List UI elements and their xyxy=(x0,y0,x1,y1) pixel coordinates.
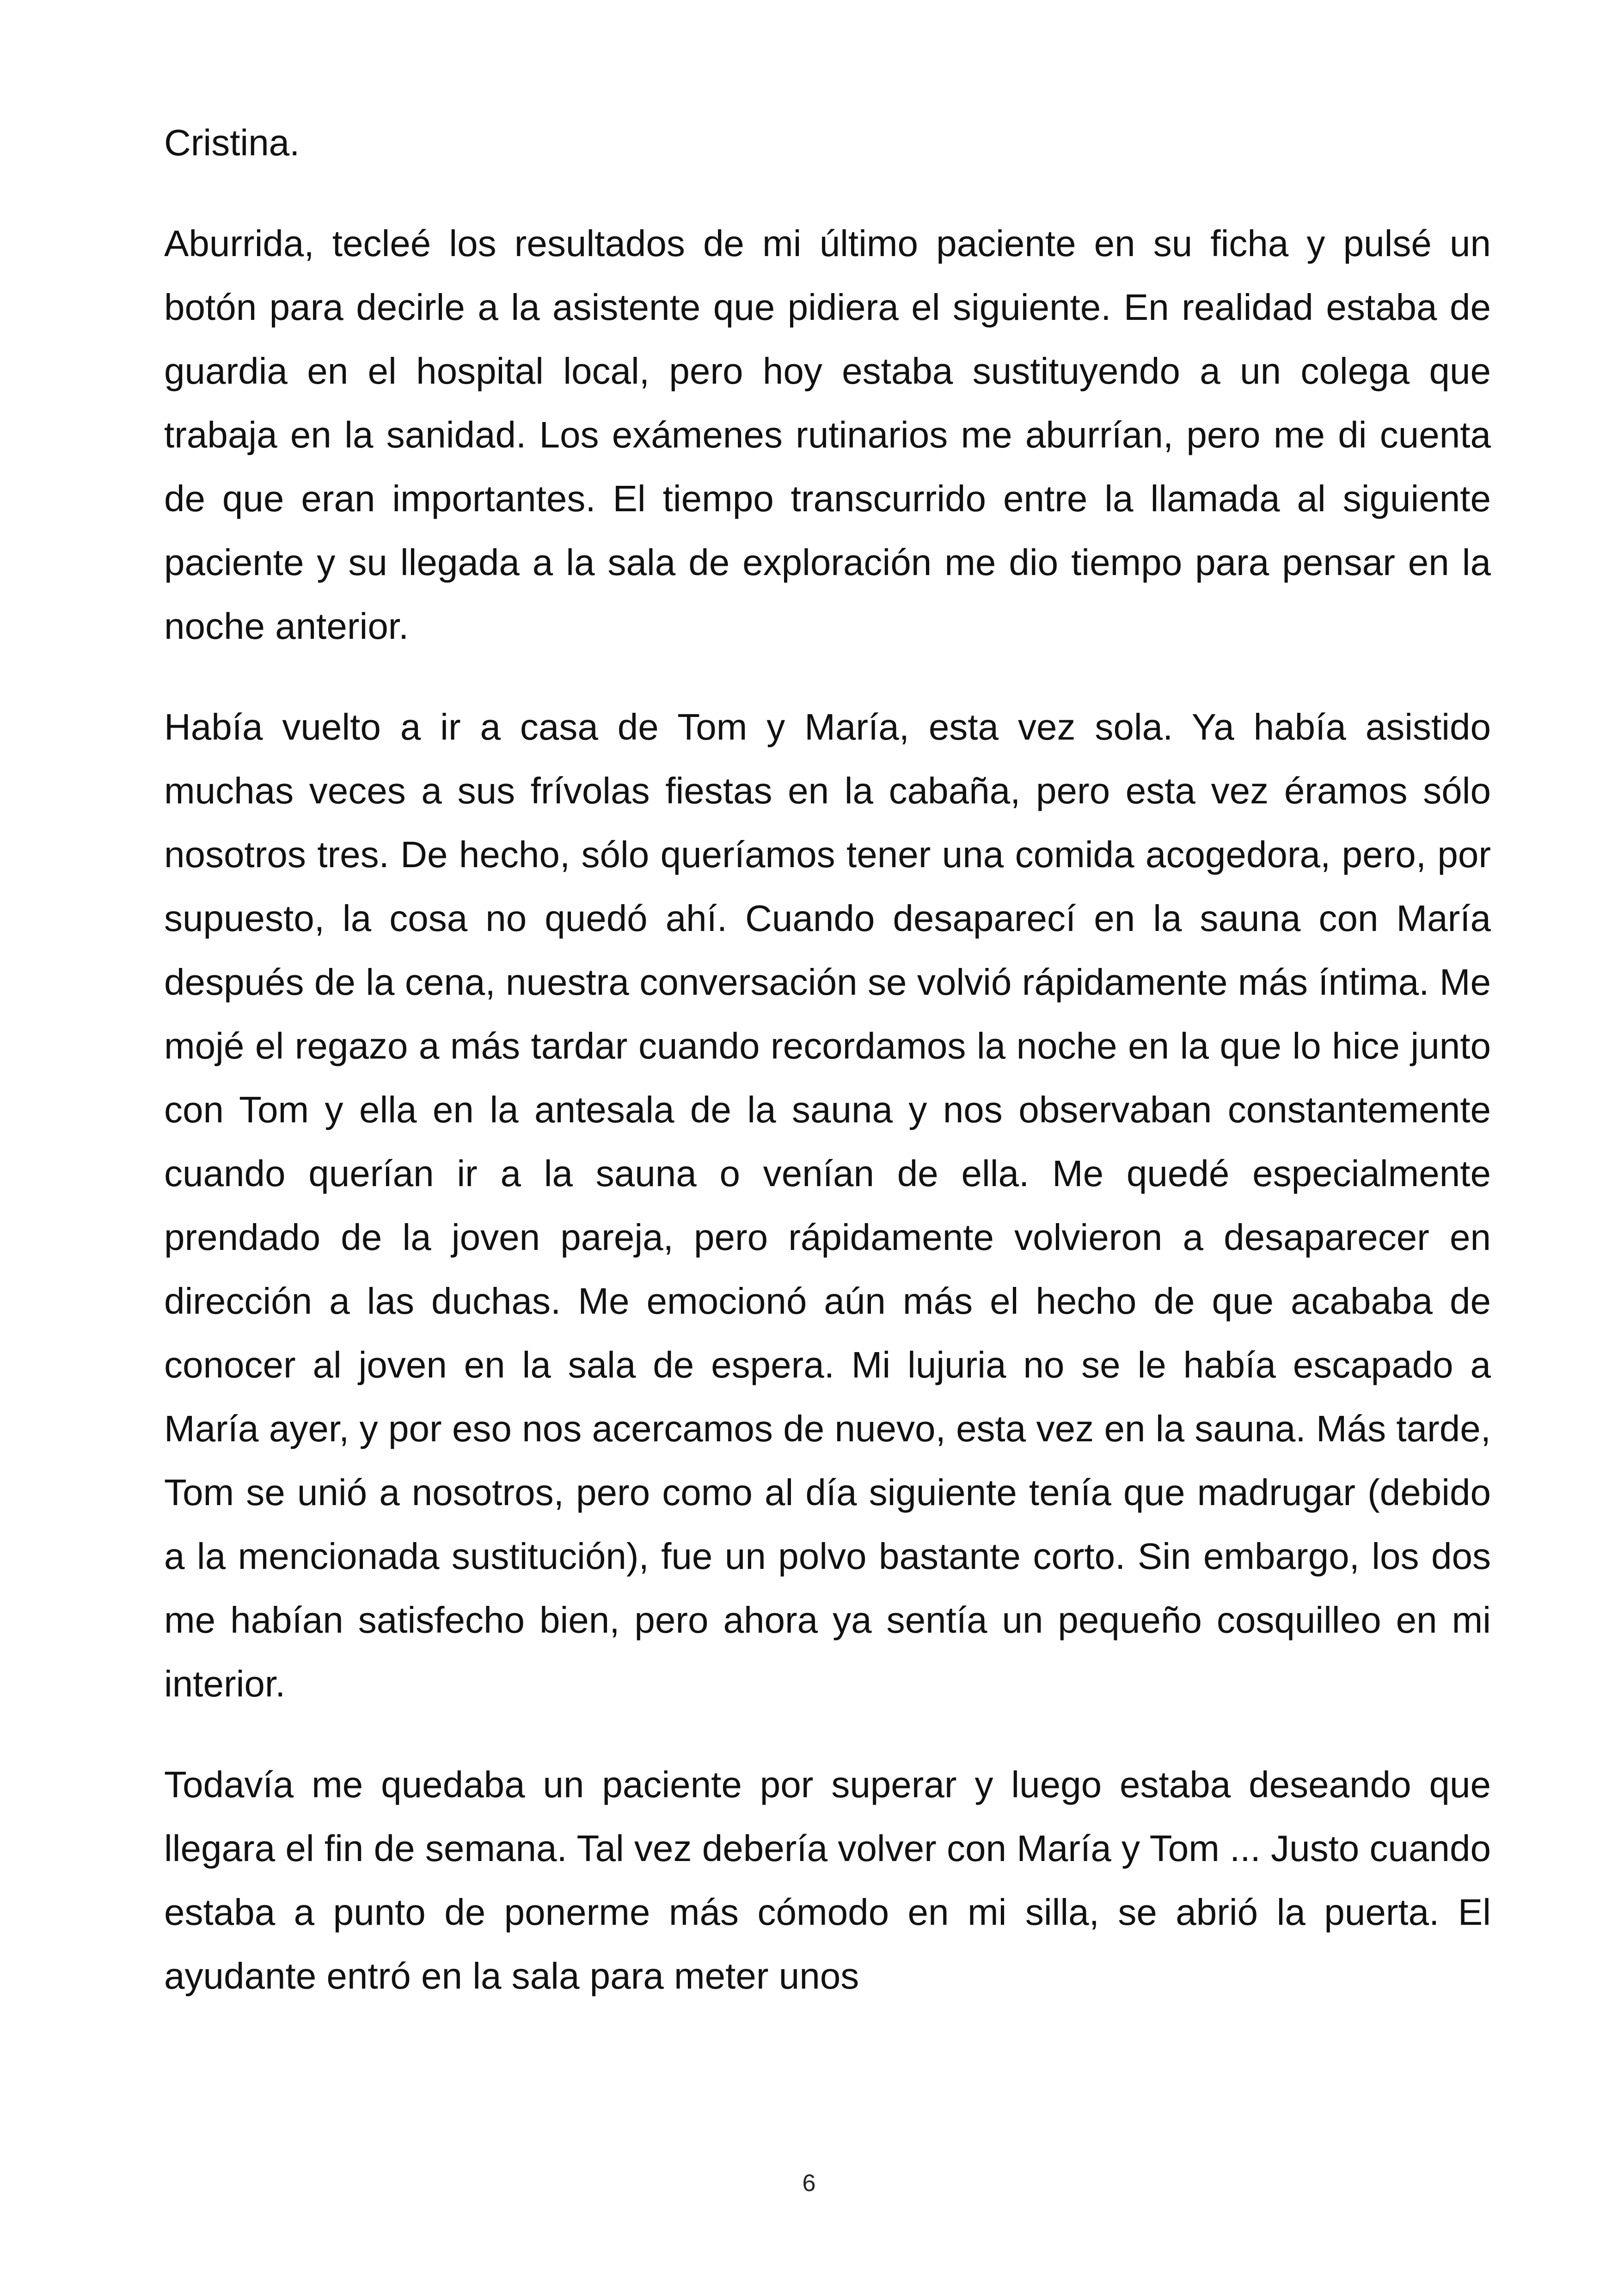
text-body xyxy=(164,111,1491,2008)
paragraph-1: Aburrida, tecleé los resultados de mi último paciente en su ficha y pulsé un botón para decirle a la asistente que pidiera el siguiente. En realidad estaba de guardia en el hospital local, pero hoy estaba sustituyendo a un colega que trabaja en la sanidad. Los exámenes rutinarios me aburrían, pero me di cuenta de que eran importantes. El tiempo transcurrido entre la llamada al siguiente paciente y su llegada a la sala de exploración me dio tiempo para pensar en la noche anterior. xyxy=(164,223,1491,647)
paragraph-2: Había vuelto a ir a casa de Tom y María, esta vez sola. Ya había asistido muchas veces a sus frívolas fiestas en la cabaña, pero esta vez éramos sólo nosotros tres. De hecho, sólo queríamos tener una comida acogedora, pero, por supuesto, la cosa no quedó ahí. Cuando desaparecí en la sauna con María después de la cena, nuestra conversación se volvió rápidamente más íntima. Me mojé el regazo a más tardar cuando recordamos la noche en la que lo hice junto con Tom y ella en la antesala de la sauna y nos observaban constantemente cuando querían ir a la sauna o venían de ella. Me quedé especialmente prendado de la joven pareja, pero rápidamente volvieron a desaparecer en dirección a las duchas. Me emocionó aún más el hecho de que acababa de conocer al joven en la sala de espera. Mi lujuria no se le había escapado a María ayer, y por eso nos acercamos de nuevo, esta vez en la sauna. Más tarde, Tom se unió a nosotros, pero como al día siguiente tenía que madrugar (debido a la mencionada sustitución), fue un polvo bastante corto. Sin embargo, los dos me habían satisfecho bien, pero ahora ya sentía un pequeño cosquilleo en mi interior. xyxy=(164,706,1491,1704)
paragraph-heading: Cristina. xyxy=(164,122,300,163)
paragraph-3: Todavía me quedaba un paciente por superar y luego estaba deseando que llegara el fin de semana. Tal vez debería volver con María y Tom ... Justo cuando estaba a punto de ponerme más cómodo en mi silla, se abrió la puerta. El ayudante entró en la sala para meter unos xyxy=(164,1764,1491,1996)
page-number: 6 xyxy=(802,2170,816,2197)
